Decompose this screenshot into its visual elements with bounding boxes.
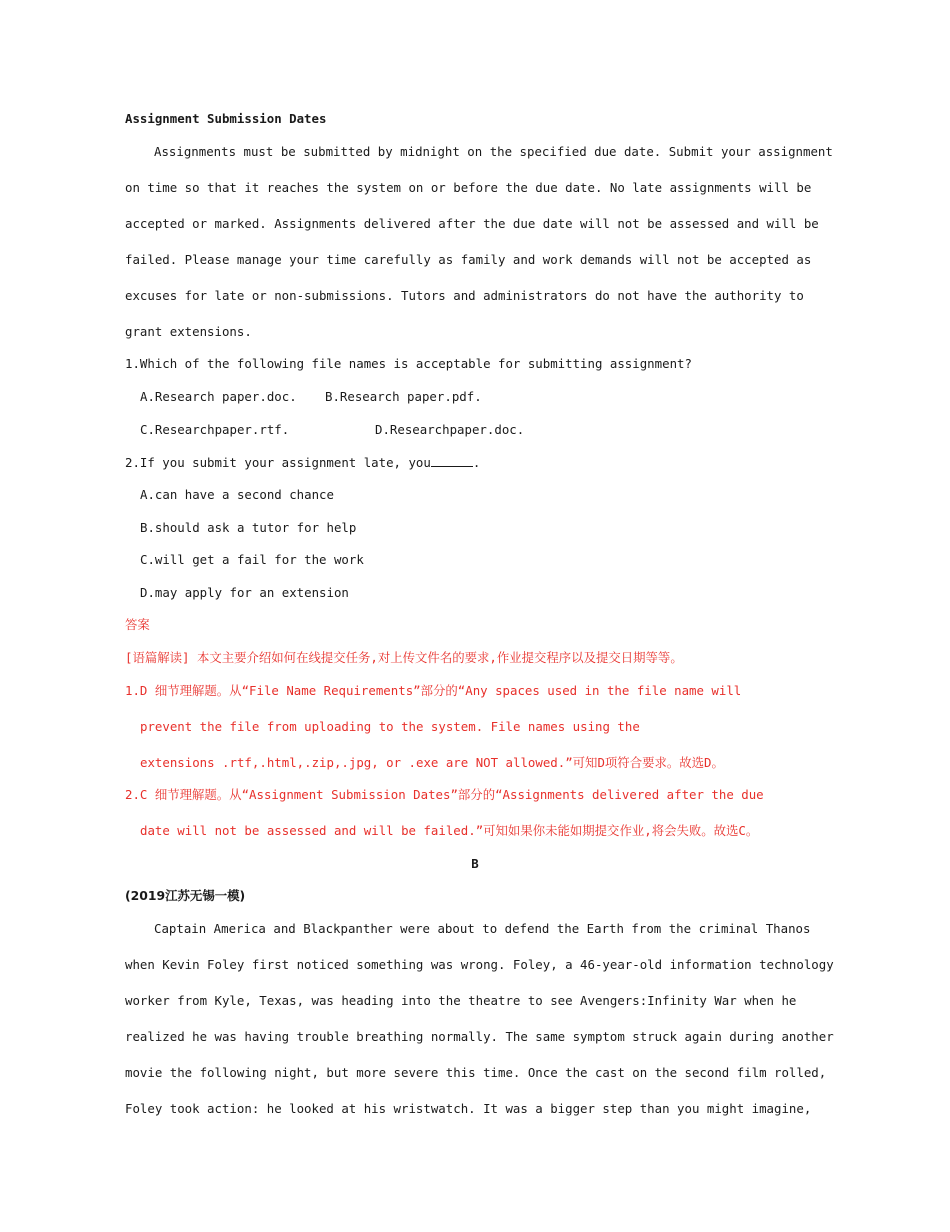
paragraph-line: Captain America and Blackpanther were about to defend the Earth from the criminal Thanos bbox=[154, 921, 811, 936]
paragraph-line: Foley took action: he looked at his wristwatch. It was a bigger step than you might imagine, bbox=[125, 1101, 812, 1116]
paragraph-line: movie the following night, but more severe this time. Once the cast on the second film rolled, bbox=[125, 1065, 827, 1080]
option-c: C.Researchpaper.rtf. bbox=[140, 422, 290, 437]
answer-line: date will not be assessed and will be failed.”可知如果你未能如期提交作业,将会失败。故选C。 bbox=[140, 823, 759, 838]
section-b-letter: B bbox=[471, 856, 479, 871]
option-c: C.will get a fail for the work bbox=[140, 552, 364, 567]
paragraph-line: Assignments must be submitted by midnight on the specified due date. Submit your assignment bbox=[154, 144, 833, 159]
answer-line: 2.C 细节理解题。从“Assignment Submission Dates”部分的“Assignments delivered after the due bbox=[125, 787, 764, 802]
stem-end: . bbox=[472, 455, 481, 470]
paragraph-line: excuses for late or non-submissions. Tutors and administrators do not have the authority to bbox=[125, 288, 804, 303]
answer-line: extensions .rtf,.html,.zip,.jpg, or .exe are NOT allowed.”可知D项符合要求。故选D。 bbox=[140, 755, 724, 770]
option-d: D.Researchpaper.doc. bbox=[375, 422, 525, 437]
answer-label: 答案 bbox=[125, 617, 150, 632]
option-a: A.can have a second chance bbox=[140, 487, 334, 502]
paragraph-line: on time so that it reaches the system on or before the due date. No late assignments will be bbox=[125, 180, 812, 195]
option-b: B.Research paper.pdf. bbox=[325, 389, 482, 404]
question-stem: 1.Which of the following file names is acceptable for submitting assignment? bbox=[125, 356, 692, 371]
paragraph-line: realized he was having trouble breathing normally. The same symptom struck again during another bbox=[125, 1029, 834, 1044]
option-b: B.should ask a tutor for help bbox=[140, 520, 357, 535]
answer-blank bbox=[431, 454, 473, 467]
question-stem bbox=[125, 454, 480, 471]
paragraph-line: grant extensions. bbox=[125, 324, 252, 339]
stem-text: 2.If you submit your assignment late, you bbox=[125, 455, 431, 470]
paragraph-line: accepted or marked. Assignments delivered after the due date will not be assessed and will be bbox=[125, 216, 819, 231]
section-a-heading: Assignment Submission Dates bbox=[125, 111, 327, 126]
paragraph-line: when Kevin Foley first noticed something was wrong. Foley, a 46-year-old information technology bbox=[125, 957, 834, 972]
option-a: A.Research paper.doc. bbox=[140, 389, 297, 404]
option-d: D.may apply for an extension bbox=[140, 585, 349, 600]
paragraph-line: worker from Kyle, Texas, was heading into the theatre to see Avengers:Infinity War when he bbox=[125, 993, 797, 1008]
section-b-source: (2019江苏无锡一模) bbox=[125, 888, 246, 903]
answer-line: prevent the file from uploading to the system. File names using the bbox=[140, 719, 640, 734]
answer-line: 1.D 细节理解题。从“File Name Requirements”部分的“Any spaces used in the file name will bbox=[125, 683, 742, 698]
paragraph-line: failed. Please manage your time carefully as family and work demands will not be accepted as bbox=[125, 252, 812, 267]
answer-summary: [语篇解读] 本文主要介绍如何在线提交任务,对上传文件名的要求,作业提交程序以及提交日期等等。 bbox=[125, 650, 683, 665]
